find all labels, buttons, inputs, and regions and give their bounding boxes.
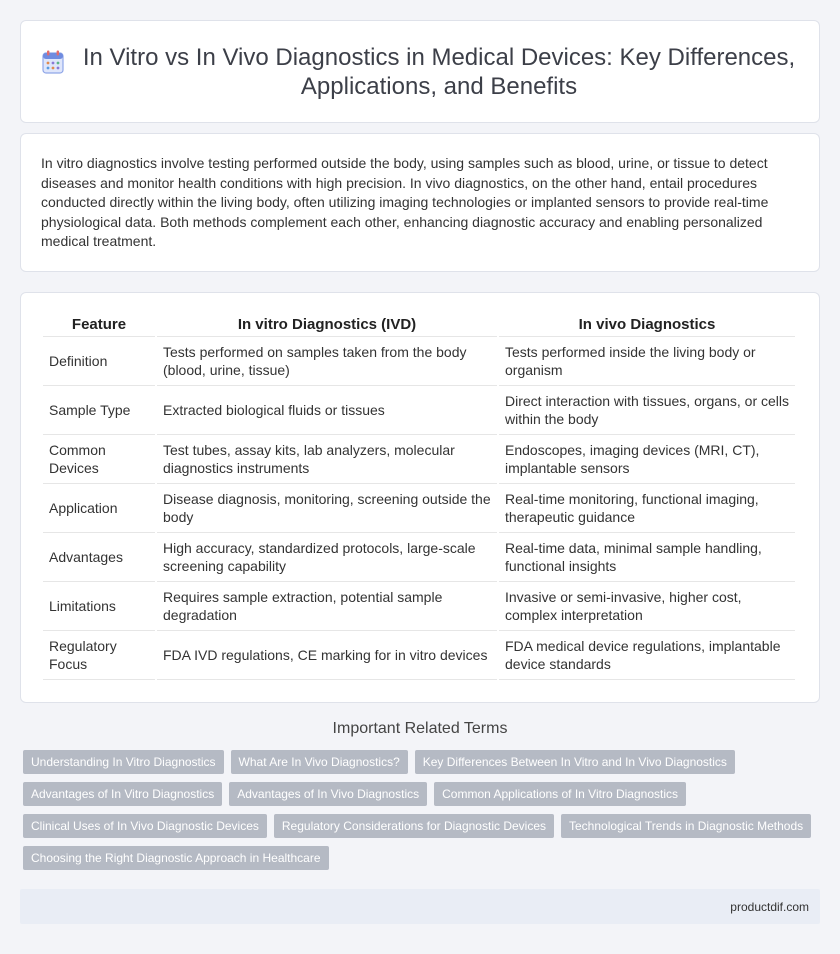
row-in-vitro: Test tubes, assay kits, lab analyzers, molecular diagnostics instruments	[157, 435, 497, 484]
header-feature: Feature	[43, 307, 155, 337]
row-feature: Advantages	[43, 533, 155, 582]
intro-paragraph: In vitro diagnostics involve testing performed outside the body, using samples such as blood, urine, or tissue to detect diseases and monitor health conditions with high precision. In vivo diagnostics, on the other hand, entail procedures conducted directly within the living body, often utilizing imaging technologies or implanted sensors to provide real-time physiological data. Both methods complement each other, enhancing diagnostic accuracy and enabling personalized medical treatment.	[41, 155, 769, 249]
row-in-vitro: Tests performed on samples taken from the body (blood, urine, tissue)	[157, 337, 497, 386]
related-term-link[interactable]: Choosing the Right Diagnostic Approach in Healthcare	[23, 846, 329, 870]
row-feature: Common Devices	[43, 435, 155, 484]
related-term-link[interactable]: Advantages of In Vivo Diagnostics	[229, 782, 427, 806]
row-feature: Definition	[43, 337, 155, 386]
row-feature: Application	[43, 484, 155, 533]
related-term-link[interactable]: What Are In Vivo Diagnostics?	[231, 750, 408, 774]
related-terms-title: Important Related Terms	[332, 720, 508, 737]
row-in-vitro: FDA IVD regulations, CE marking for in vitro devices	[157, 631, 497, 680]
row-in-vivo: Real-time data, minimal sample handling, functional insights	[499, 533, 795, 582]
header-card	[20, 20, 820, 123]
header-in-vitro: In vitro Diagnostics (IVD)	[157, 307, 497, 337]
page-title: In Vitro vs In Vivo Diagnostics in Medical Devices: Key Differences, Applications, and Benefits	[82, 43, 796, 100]
row-in-vivo: FDA medical device regulations, implantable device standards	[499, 631, 795, 680]
table-header-row	[43, 307, 795, 337]
row-in-vivo: Real-time monitoring, functional imaging, therapeutic guidance	[499, 484, 795, 533]
table-row	[43, 484, 795, 533]
calendar-icon	[41, 49, 65, 80]
table-row	[43, 435, 795, 484]
row-in-vitro: Requires sample extraction, potential sample degradation	[157, 582, 497, 631]
table-row	[43, 582, 795, 631]
row-feature: Regulatory Focus	[43, 631, 155, 680]
related-term-link[interactable]: Technological Trends in Diagnostic Methods	[561, 814, 811, 838]
related-term-link[interactable]: Clinical Uses of In Vivo Diagnostic Devices	[23, 814, 267, 838]
table-row	[43, 533, 795, 582]
row-in-vivo: Invasive or semi-invasive, higher cost, complex interpretation	[499, 582, 795, 631]
footer	[20, 889, 820, 924]
table-row	[43, 337, 795, 386]
related-terms-list	[20, 750, 820, 870]
related-term-link[interactable]: Key Differences Between In Vitro and In Vivo Diagnostics	[415, 750, 735, 774]
related-term-link[interactable]: Regulatory Considerations for Diagnostic Devices	[274, 814, 554, 838]
row-in-vivo: Tests performed inside the living body or organism	[499, 337, 795, 386]
row-in-vitro: Extracted biological fluids or tissues	[157, 386, 497, 435]
table-row	[43, 631, 795, 680]
row-feature: Sample Type	[43, 386, 155, 435]
related-term-link[interactable]: Common Applications of In Vitro Diagnostics	[434, 782, 686, 806]
table-row	[43, 386, 795, 435]
comparison-table	[41, 307, 797, 680]
row-in-vitro: Disease diagnosis, monitoring, screening outside the body	[157, 484, 497, 533]
row-in-vivo: Direct interaction with tissues, organs, or cells within the body	[499, 386, 795, 435]
intro-card	[20, 133, 820, 272]
related-term-link[interactable]: Understanding In Vitro Diagnostics	[23, 750, 224, 774]
row-in-vitro: High accuracy, standardized protocols, large-scale screening capability	[157, 533, 497, 582]
header-in-vivo: In vivo Diagnostics	[499, 307, 795, 337]
row-in-vivo: Endoscopes, imaging devices (MRI, CT), implantable sensors	[499, 435, 795, 484]
related-term-link[interactable]: Advantages of In Vitro Diagnostics	[23, 782, 222, 806]
related-terms-section	[20, 720, 820, 870]
comparison-card	[20, 292, 820, 703]
footer-site-name[interactable]: productdif.com	[730, 899, 809, 914]
row-feature: Limitations	[43, 582, 155, 631]
